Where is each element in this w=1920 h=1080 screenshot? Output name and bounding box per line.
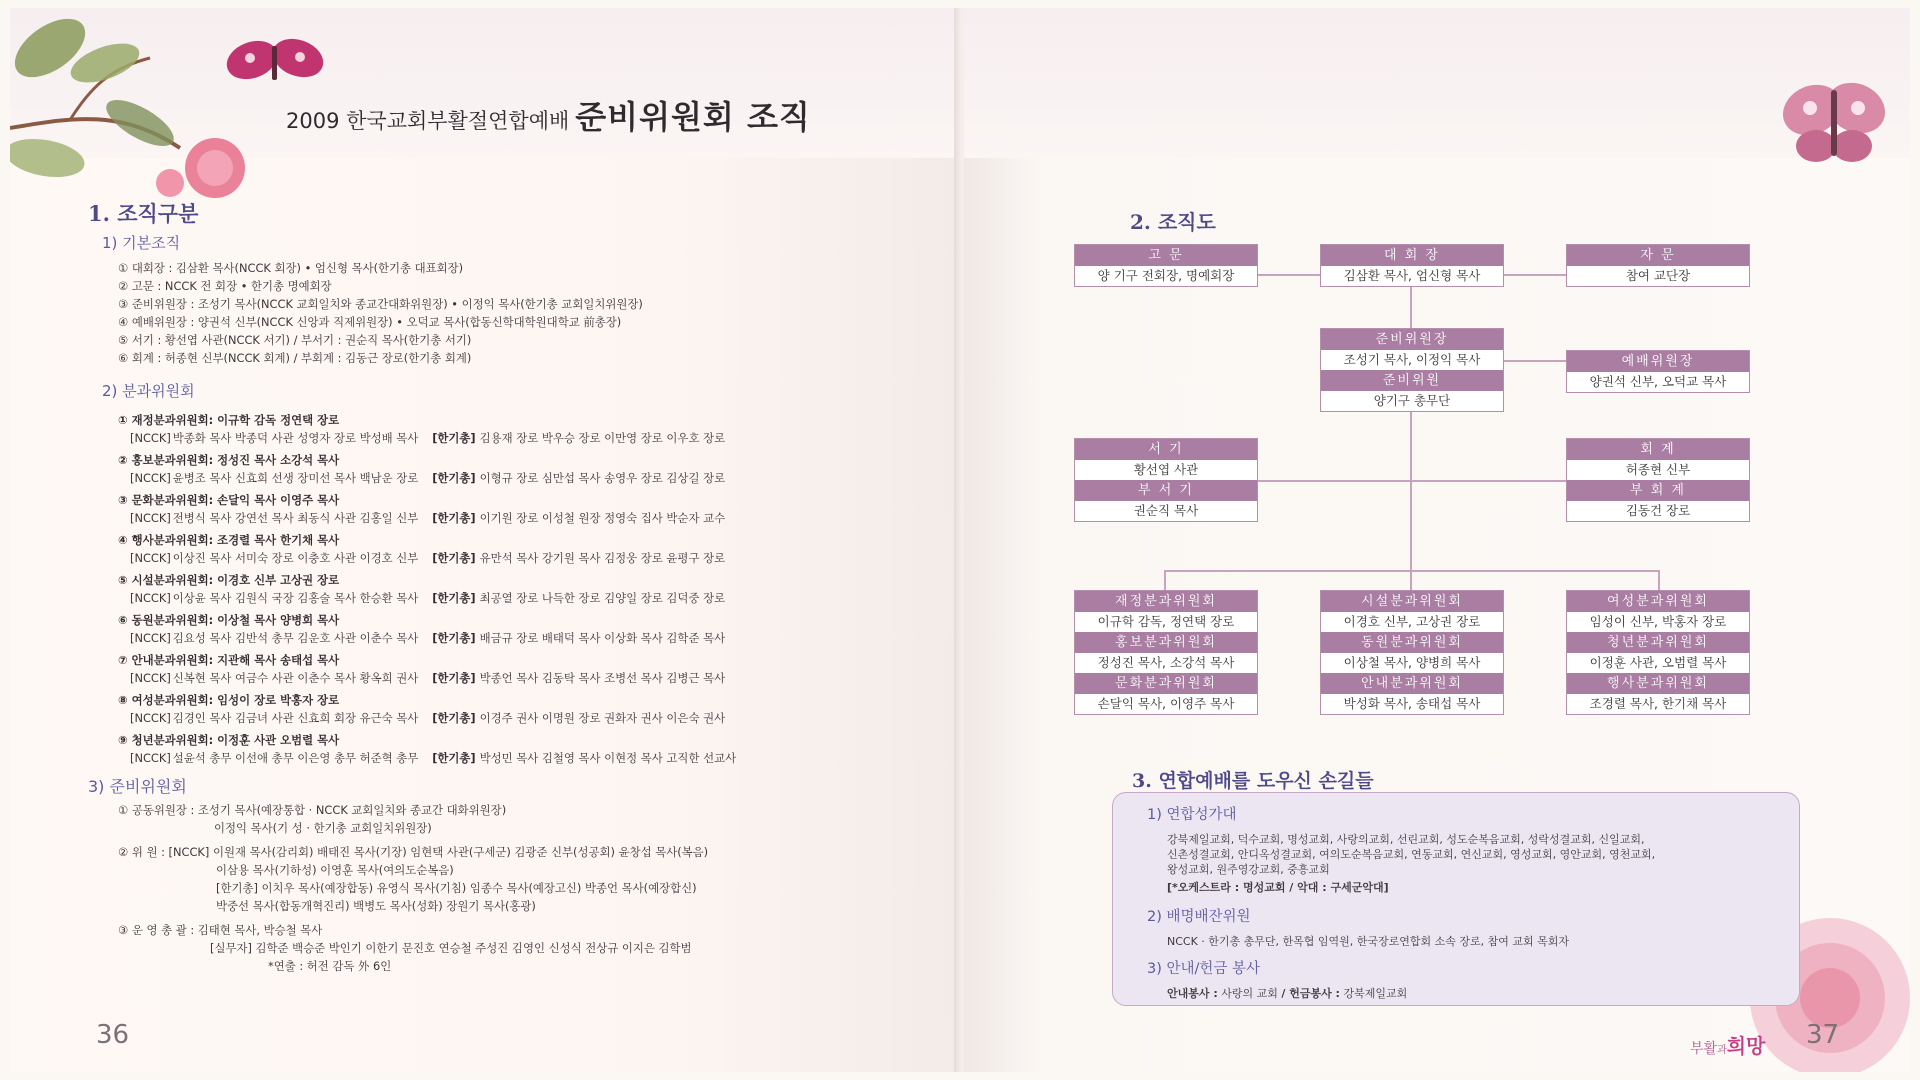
cck-label: [한기총] — [432, 431, 476, 445]
basic-org-line: ⑤ 서기 : 황선엽 사관(NCCK 서기) / 부서기 : 권순직 목사(한기총 서기) — [118, 333, 472, 347]
org-box-treasurer — [1566, 438, 1750, 522]
ncck-label: [NCCK] — [130, 711, 171, 725]
org-box-secretary — [1074, 438, 1258, 522]
cck-members: 이기원 장로 이성철 원장 정영숙 집사 박순자 교수 — [479, 511, 726, 525]
cck-members: 최공열 장로 나득한 장로 김양일 장로 김덕중 장로 — [479, 591, 726, 605]
committee-members — [130, 590, 725, 606]
guide-label: 안내봉사 : — [1167, 987, 1218, 1000]
committee-title — [118, 732, 339, 748]
org-box-head: 자 문 — [1567, 245, 1749, 266]
committee-title-text: ⑦ 안내분과위원회: 지관해 목사 송태섭 목사 — [118, 653, 340, 667]
guide-heading: 3) 안내/헌금 봉사 — [1147, 961, 1261, 977]
org-box-head: 대 회 장 — [1321, 245, 1503, 266]
committee-title-text: ③ 문화분과위원회: 손달익 목사 이영주 목사 — [118, 493, 340, 507]
org-box-body: 김삼환 목사, 엄신형 목사 — [1321, 266, 1503, 286]
org-box-head: 청년분과위원회 — [1567, 632, 1749, 653]
ncck-label: [NCCK] — [130, 751, 171, 765]
choir-heading: 1) 연합성가대 — [1147, 807, 1237, 823]
ncck-label: [NCCK] — [130, 431, 171, 445]
cck-members: 배금규 장로 배태덕 목사 이상화 목사 김학준 목사 — [479, 631, 726, 645]
ncck-label: [NCCK] — [130, 551, 171, 565]
choir-line: 신촌성결교회, 안디옥성결교회, 여의도순복음교회, 연동교회, 연신교회, 영성교회, 영안교회, 영천교회, — [1167, 848, 1656, 861]
org-box-head: 부 회 계 — [1567, 480, 1749, 501]
cck-label: [한기총] — [432, 511, 476, 525]
choir-line: 왕성교회, 원주영강교회, 중흥교회 — [1167, 863, 1330, 876]
committee-title-text: ① 재정분과위원회: 이규학 감독 정연택 장로 — [118, 413, 340, 427]
org-box-body: 손달익 목사, 이영주 목사 — [1075, 694, 1257, 714]
connector-line — [1256, 274, 1326, 276]
org-box-head: 시설분과위원회 — [1321, 591, 1503, 612]
cck-members: 유만석 목사 강기원 목사 김정웅 장로 윤평구 장로 — [479, 551, 726, 565]
section1-heading: 1. 조직구분 — [88, 201, 199, 226]
org-box-body: 양권석 신부, 오덕교 목사 — [1567, 372, 1749, 392]
committee-members — [130, 750, 736, 766]
org-box-body: 이정훈 사관, 오범렬 목사 — [1567, 653, 1749, 673]
cck-members: 이경주 권사 이명원 장로 권화자 권사 이은숙 권사 — [479, 711, 726, 725]
org-box-advisor — [1074, 244, 1258, 287]
committee-members — [130, 430, 725, 446]
prep-line: *연출 : 허전 감독 外 6인 — [268, 959, 392, 973]
committee-title-text: ② 홍보분과위원회: 정성진 목사 소강석 목사 — [118, 453, 340, 467]
org-box-body: 조성기 목사, 이정익 목사 — [1321, 350, 1503, 370]
title-small: 2009 한국교회부활절연합예배 — [286, 109, 570, 133]
page-number-left: 36 — [96, 1020, 130, 1050]
org-box-body: 이경호 신부, 고상권 장로 — [1321, 612, 1503, 632]
orchestra-line: [*오케스트라 : 명성교회 / 악대 : 구세군악대] — [1167, 881, 1389, 894]
org-box-head: 서 기 — [1075, 439, 1257, 460]
committee-title — [118, 612, 339, 628]
org-box-body: 참여 교단장 — [1567, 266, 1749, 286]
committee-title — [118, 492, 339, 508]
cck-label: [한기총] — [432, 471, 476, 485]
prep-line: [실무자] 김학준 백승준 박인기 이한기 문진호 연승철 주성진 김영인 신성식 전상규 이지은 김학범 — [210, 941, 692, 955]
committee-heading: 2) 분과위원회 — [102, 382, 195, 400]
org-box-head: 홍보분과위원회 — [1075, 632, 1257, 653]
connector-line — [1500, 274, 1570, 276]
committee-members — [130, 550, 725, 566]
ncck-label: [NCCK] — [130, 591, 171, 605]
committee-title-text: ⑤ 시설분과위원회: 이경호 신부 고상권 장로 — [118, 573, 340, 587]
org-box-body: 박성화 목사, 송태섭 목사 — [1321, 694, 1503, 714]
guide-value: 강북제일교회 — [1343, 987, 1408, 1000]
org-box-body: 임성이 신부, 박홍자 장로 — [1567, 612, 1749, 632]
cck-label: [한기총] — [432, 551, 476, 565]
committee-title — [118, 532, 339, 548]
offering-heading: 2) 배명배잔위원 — [1147, 909, 1251, 925]
brand-small: 과 — [1717, 1045, 1727, 1056]
butterfly-icon — [220, 32, 330, 92]
butterfly-icon — [1774, 68, 1894, 178]
brand-big: 희망 — [1726, 1034, 1766, 1058]
org-box-body: 황선엽 사관 — [1075, 460, 1257, 480]
committee-members — [130, 670, 725, 686]
committee-title-text: ⑥ 동원분과위원회: 이상철 목사 양병희 목사 — [118, 613, 340, 627]
cck-members: 김용재 장로 박우승 장로 이만영 장로 이우호 장로 — [479, 431, 726, 445]
connector-line — [1164, 570, 1166, 590]
committee-title-text: ⑨ 청년분과위원회: 이정훈 사관 오범렬 목사 — [118, 733, 340, 747]
ncck-members: 김경인 목사 김금녀 사관 신효희 회장 유근숙 목사 — [172, 711, 419, 725]
cck-label: [한기총] — [432, 631, 476, 645]
prep-line: 이정익 목사(기 성 · 한기총 교회일치위원장) — [214, 821, 432, 835]
guide-label: / 헌금봉사 : — [1281, 987, 1340, 1000]
brand-logo — [1690, 1030, 1765, 1059]
org-box-body: 정성진 목사, 소강석 목사 — [1075, 653, 1257, 673]
prep-line: [한기총] 이치우 목사(예장합동) 유영식 목사(기침) 임종수 목사(예장고신) 박종언 목사(예장합신) — [216, 881, 697, 895]
ncck-members: 이상진 목사 서미숙 장로 이충호 사관 이경호 신부 — [172, 551, 419, 565]
org-box-head: 준비위원 — [1321, 370, 1503, 391]
ncck-members: 신복현 목사 여금수 사관 이춘수 목사 황옥희 권사 — [172, 671, 419, 685]
offering-line: NCCK · 한기총 총무단, 한목협 임역원, 한국장로연합회 소속 장로, 참여 교회 목회자 — [1167, 935, 1570, 948]
org-box-body: 이규학 감독, 정연택 장로 — [1075, 612, 1257, 632]
book-spread — [10, 8, 1910, 1072]
ncck-label: [NCCK] — [130, 671, 171, 685]
prep-committee-heading: 3) 준비위원회 — [88, 777, 187, 796]
brand-small: 부활 — [1690, 1041, 1718, 1057]
choir-line: 강북제일교회, 덕수교회, 명성교회, 사랑의교회, 선린교회, 성도순복음교회, 성락성결교회, 신일교회, — [1167, 833, 1645, 846]
basic-org-line: ④ 예배위원장 : 양권석 신부(NCCK 신앙과 직제위원장) • 오덕교 목사(합동신학대학원대학교 前총장) — [118, 315, 622, 329]
prep-line: 이삼용 목사(기하성) 이영훈 목사(여의도순복음) — [216, 863, 454, 877]
org-box-head: 고 문 — [1075, 245, 1257, 266]
helpers-box — [1112, 792, 1800, 1006]
connector-line — [1500, 360, 1570, 362]
basic-org-line: ② 고문 : NCCK 전 회장 • 한기총 명예회장 — [118, 279, 332, 293]
committee-members — [130, 470, 725, 486]
committee-title — [118, 412, 339, 428]
connector-line — [1256, 480, 1572, 482]
guide-line — [1167, 985, 1407, 1001]
ncck-members: 전병식 목사 강연선 목사 최동식 사관 김홍일 신부 — [172, 511, 419, 525]
org-box-head: 여성분과위원회 — [1567, 591, 1749, 612]
org-box-head: 준비위원장 — [1321, 329, 1503, 350]
org-box-body: 조경렬 목사, 한기채 목사 — [1567, 694, 1749, 714]
cck-label: [한기총] — [432, 711, 476, 725]
org-box-worship-chair — [1566, 350, 1750, 393]
committee-title-text: ④ 행사분과위원회: 조경렬 목사 한기채 목사 — [118, 533, 340, 547]
ncck-members: 김요성 목사 김반석 총무 김운호 사관 이춘수 목사 — [172, 631, 419, 645]
page-number-right: 37 — [1806, 1020, 1840, 1050]
committee-members — [130, 710, 725, 726]
ncck-members: 박종화 목사 박종덕 사관 성영자 장로 박성배 목사 — [172, 431, 419, 445]
org-box-committee-col1 — [1074, 590, 1258, 715]
org-box-body: 허종현 신부 — [1567, 460, 1749, 480]
basic-org-line: ③ 준비위원장 : 조성기 목사(NCCK 교회일치와 종교간대화위원장) • 이정익 목사(한기총 교회일치위원장) — [118, 297, 643, 311]
basic-org-line: ① 대회장 : 김삼환 목사(NCCK 회장) • 엄신형 목사(한기총 대표회장) — [118, 261, 464, 275]
connector-line — [1658, 570, 1660, 590]
org-box-body: 양기구 총무단 — [1321, 391, 1503, 411]
org-box-head: 안내분과위원회 — [1321, 673, 1503, 694]
ncck-members: 이상윤 목사 김원식 국장 김홍술 목사 한승환 목사 — [172, 591, 419, 605]
cck-label: [한기총] — [432, 671, 476, 685]
connector-line — [1164, 570, 1659, 572]
org-box-head: 회 계 — [1567, 439, 1749, 460]
org-box-head: 재정분과위원회 — [1075, 591, 1257, 612]
org-box-committee-col2 — [1320, 590, 1504, 715]
prep-line: ② 위 원 : [NCCK] 이원재 목사(감리회) 배태진 목사(기장) 임현택 사관(구세군) 김광준 신부(성공회) 윤창섭 목사(복음) — [118, 845, 709, 859]
cck-members: 박종언 목사 김동탁 목사 조병선 목사 김병근 목사 — [479, 671, 726, 685]
cck-label: [한기총] — [432, 751, 476, 765]
committee-members — [130, 510, 725, 526]
ncck-members: 설윤석 총무 이선애 총무 이은영 총무 허준혁 총무 — [172, 751, 419, 765]
org-box-prep-chair — [1320, 328, 1504, 412]
org-box-committee-col3 — [1566, 590, 1750, 715]
cck-members: 이형규 장로 심만섭 목사 송영우 장로 김상길 장로 — [479, 471, 726, 485]
guide-value: 사랑의 교회 — [1221, 987, 1278, 1000]
committee-title-text: ⑧ 여성분과위원회: 임성이 장로 박홍자 장로 — [118, 693, 340, 707]
top-band — [964, 8, 1910, 158]
title-large: 준비위원회 조직 — [575, 98, 811, 136]
committee-title — [118, 652, 339, 668]
helpers-heading: 3. 연합예배를 도우신 손길들 — [1132, 770, 1374, 792]
basic-org-heading: 1) 기본조직 — [102, 234, 181, 252]
org-box-head: 동원분과위원회 — [1321, 632, 1503, 653]
org-box-head: 부 서 기 — [1075, 480, 1257, 501]
basic-org-line: ⑥ 회계 : 허종현 신부(NCCK 회계) / 부회계 : 김동근 장로(한기총 회계) — [118, 351, 472, 365]
ncck-label: [NCCK] — [130, 631, 171, 645]
left-page — [10, 8, 960, 1072]
connector-line — [1410, 280, 1412, 590]
committee-members — [130, 630, 725, 646]
committee-title — [118, 452, 339, 468]
org-box-head: 문화분과위원회 — [1075, 673, 1257, 694]
page-title — [286, 92, 811, 138]
committee-title — [118, 692, 339, 708]
org-box-consult — [1566, 244, 1750, 287]
org-box-body: 김동건 장로 — [1567, 501, 1749, 521]
committee-title — [118, 572, 339, 588]
org-box-body: 권순직 목사 — [1075, 501, 1257, 521]
ncck-members: 윤병조 목사 신효희 선생 장미선 목사 백남운 장로 — [172, 471, 419, 485]
org-box-body: 이상철 목사, 양병희 목사 — [1321, 653, 1503, 673]
cck-members: 박성민 목사 김철영 목사 이현정 목사 고직한 선교사 — [479, 751, 737, 765]
ncck-label: [NCCK] — [130, 511, 171, 525]
prep-line: ① 공동위원장 : 조성기 목사(예장통합 · NCCK 교회일치와 종교간 대화위원장) — [118, 803, 507, 817]
prep-line: ③ 운 영 총 괄 : 김태현 목사, 박승철 목사 — [118, 923, 323, 937]
org-chart-heading: 2. 조직도 — [1130, 210, 1216, 234]
cck-label: [한기총] — [432, 591, 476, 605]
org-box-body: 양 기구 전회장, 명예회장 — [1075, 266, 1257, 286]
ncck-label: [NCCK] — [130, 471, 171, 485]
org-box-president — [1320, 244, 1504, 287]
prep-line: 박중선 목사(합동개혁진리) 백병도 목사(성화) 장원기 목사(홍광) — [216, 899, 536, 913]
org-box-head: 예배위원장 — [1567, 351, 1749, 372]
org-box-head: 행사분과위원회 — [1567, 673, 1749, 694]
